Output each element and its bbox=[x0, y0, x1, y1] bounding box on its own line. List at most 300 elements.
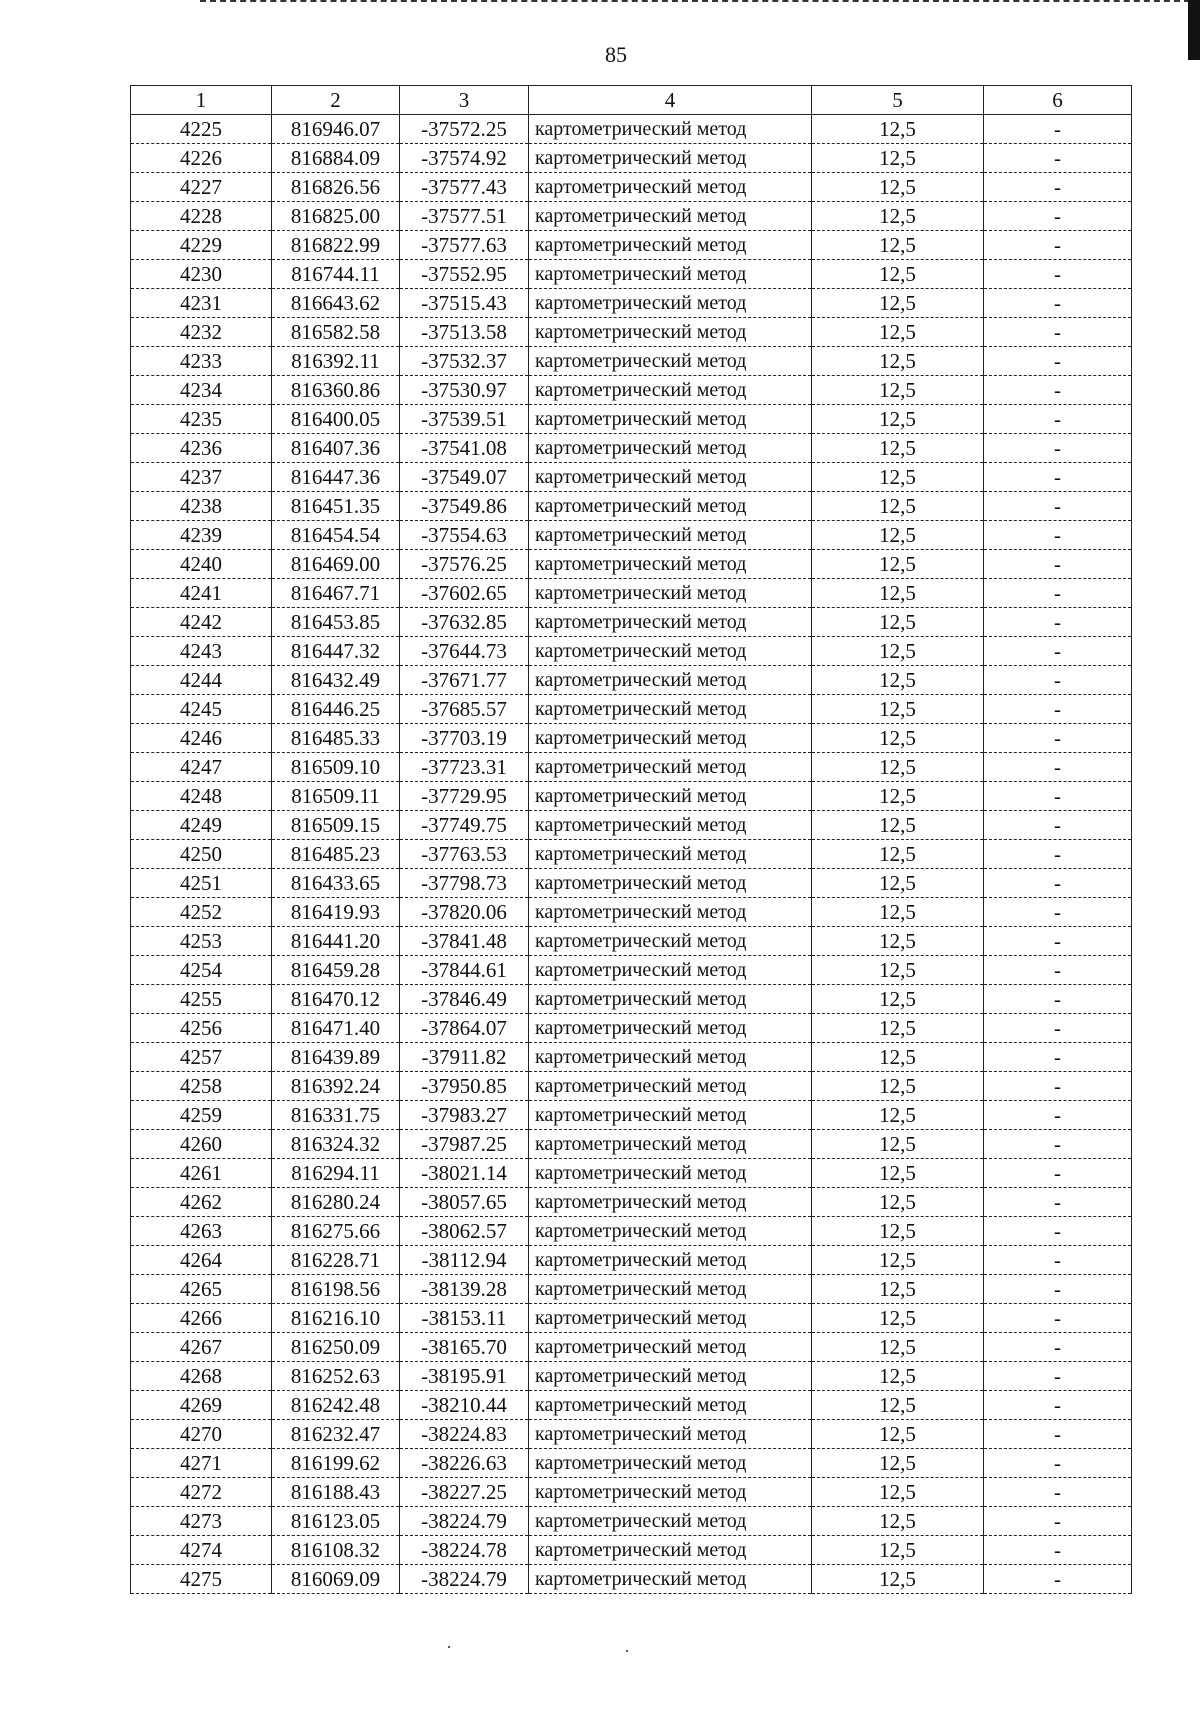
note-cell: - bbox=[984, 985, 1132, 1014]
accuracy-cell: 12,5 bbox=[812, 1043, 984, 1072]
y-coordinate-cell: -37577.51 bbox=[400, 202, 529, 231]
table-row bbox=[131, 1391, 1132, 1420]
y-coordinate-cell: -37576.25 bbox=[400, 550, 529, 579]
point-number-cell: 4240 bbox=[131, 550, 272, 579]
note-cell: - bbox=[984, 811, 1132, 840]
point-number-cell: 4248 bbox=[131, 782, 272, 811]
point-number-cell: 4262 bbox=[131, 1188, 272, 1217]
point-number-cell: 4241 bbox=[131, 579, 272, 608]
y-coordinate-cell: -38226.63 bbox=[400, 1449, 529, 1478]
x-coordinate-cell: 816275.66 bbox=[272, 1217, 400, 1246]
y-coordinate-cell: -37749.75 bbox=[400, 811, 529, 840]
method-cell: картометрический метод bbox=[529, 1304, 812, 1333]
note-cell: - bbox=[984, 260, 1132, 289]
x-coordinate-cell: 816432.49 bbox=[272, 666, 400, 695]
note-cell: - bbox=[984, 463, 1132, 492]
note-cell: - bbox=[984, 869, 1132, 898]
x-coordinate-cell: 816232.47 bbox=[272, 1420, 400, 1449]
point-number-cell: 4242 bbox=[131, 608, 272, 637]
table-row bbox=[131, 1333, 1132, 1362]
point-number-cell: 4268 bbox=[131, 1362, 272, 1391]
method-cell: картометрический метод bbox=[529, 811, 812, 840]
point-number-cell: 4260 bbox=[131, 1130, 272, 1159]
note-cell: - bbox=[984, 1188, 1132, 1217]
x-coordinate-cell: 816331.75 bbox=[272, 1101, 400, 1130]
table-row bbox=[131, 869, 1132, 898]
method-cell: картометрический метод bbox=[529, 1391, 812, 1420]
method-cell: картометрический метод bbox=[529, 202, 812, 231]
table-row bbox=[131, 782, 1132, 811]
y-coordinate-cell: -37602.65 bbox=[400, 579, 529, 608]
table-row bbox=[131, 637, 1132, 666]
x-coordinate-cell: 816188.43 bbox=[272, 1478, 400, 1507]
note-cell: - bbox=[984, 1449, 1132, 1478]
note-cell: - bbox=[984, 405, 1132, 434]
method-cell: картометрический метод bbox=[529, 1014, 812, 1043]
point-number-cell: 4270 bbox=[131, 1420, 272, 1449]
note-cell: - bbox=[984, 1159, 1132, 1188]
method-cell: картометрический метод bbox=[529, 1246, 812, 1275]
header-col-1: 1 bbox=[131, 86, 272, 115]
method-cell: картометрический метод bbox=[529, 1507, 812, 1536]
point-number-cell: 4243 bbox=[131, 637, 272, 666]
accuracy-cell: 12,5 bbox=[812, 1246, 984, 1275]
table-row bbox=[131, 695, 1132, 724]
table-row bbox=[131, 811, 1132, 840]
accuracy-cell: 12,5 bbox=[812, 1565, 984, 1594]
header-col-2: 2 bbox=[272, 86, 400, 115]
point-number-cell: 4253 bbox=[131, 927, 272, 956]
accuracy-cell: 12,5 bbox=[812, 318, 984, 347]
point-number-cell: 4272 bbox=[131, 1478, 272, 1507]
table-body bbox=[131, 115, 1132, 1594]
note-cell: - bbox=[984, 376, 1132, 405]
table-row bbox=[131, 898, 1132, 927]
y-coordinate-cell: -38057.65 bbox=[400, 1188, 529, 1217]
y-coordinate-cell: -37703.19 bbox=[400, 724, 529, 753]
accuracy-cell: 12,5 bbox=[812, 1333, 984, 1362]
y-coordinate-cell: -37554.63 bbox=[400, 521, 529, 550]
x-coordinate-cell: 816467.71 bbox=[272, 579, 400, 608]
y-coordinate-cell: -37864.07 bbox=[400, 1014, 529, 1043]
accuracy-cell: 12,5 bbox=[812, 724, 984, 753]
y-coordinate-cell: -37820.06 bbox=[400, 898, 529, 927]
x-coordinate-cell: 816324.32 bbox=[272, 1130, 400, 1159]
method-cell: картометрический метод bbox=[529, 260, 812, 289]
table-row bbox=[131, 434, 1132, 463]
point-number-cell: 4232 bbox=[131, 318, 272, 347]
accuracy-cell: 12,5 bbox=[812, 347, 984, 376]
note-cell: - bbox=[984, 115, 1132, 144]
note-cell: - bbox=[984, 1246, 1132, 1275]
note-cell: - bbox=[984, 1391, 1132, 1420]
header-col-5: 5 bbox=[812, 86, 984, 115]
table-row bbox=[131, 1507, 1132, 1536]
note-cell: - bbox=[984, 724, 1132, 753]
y-coordinate-cell: -37541.08 bbox=[400, 434, 529, 463]
accuracy-cell: 12,5 bbox=[812, 1217, 984, 1246]
point-number-cell: 4274 bbox=[131, 1536, 272, 1565]
x-coordinate-cell: 816447.32 bbox=[272, 637, 400, 666]
table-row bbox=[131, 927, 1132, 956]
accuracy-cell: 12,5 bbox=[812, 956, 984, 985]
table-row bbox=[131, 1246, 1132, 1275]
y-coordinate-cell: -37911.82 bbox=[400, 1043, 529, 1072]
method-cell: картометрический метод bbox=[529, 840, 812, 869]
accuracy-cell: 12,5 bbox=[812, 231, 984, 260]
x-coordinate-cell: 816643.62 bbox=[272, 289, 400, 318]
accuracy-cell: 12,5 bbox=[812, 1014, 984, 1043]
method-cell: картометрический метод bbox=[529, 1333, 812, 1362]
method-cell: картометрический метод bbox=[529, 608, 812, 637]
method-cell: картометрический метод bbox=[529, 753, 812, 782]
method-cell: картометрический метод bbox=[529, 231, 812, 260]
header-col-4: 4 bbox=[529, 86, 812, 115]
table-row bbox=[131, 318, 1132, 347]
point-number-cell: 4255 bbox=[131, 985, 272, 1014]
table-row bbox=[131, 840, 1132, 869]
method-cell: картометрический метод bbox=[529, 1420, 812, 1449]
accuracy-cell: 12,5 bbox=[812, 1072, 984, 1101]
table-row bbox=[131, 115, 1132, 144]
method-cell: картометрический метод bbox=[529, 1536, 812, 1565]
method-cell: картометрический метод bbox=[529, 869, 812, 898]
y-coordinate-cell: -37841.48 bbox=[400, 927, 529, 956]
accuracy-cell: 12,5 bbox=[812, 1101, 984, 1130]
method-cell: картометрический метод bbox=[529, 405, 812, 434]
y-coordinate-cell: -37532.37 bbox=[400, 347, 529, 376]
accuracy-cell: 12,5 bbox=[812, 173, 984, 202]
table-row bbox=[131, 1217, 1132, 1246]
x-coordinate-cell: 816582.58 bbox=[272, 318, 400, 347]
table-row bbox=[131, 144, 1132, 173]
point-number-cell: 4228 bbox=[131, 202, 272, 231]
table-row bbox=[131, 1188, 1132, 1217]
y-coordinate-cell: -38224.79 bbox=[400, 1565, 529, 1594]
table-row bbox=[131, 608, 1132, 637]
y-coordinate-cell: -38153.11 bbox=[400, 1304, 529, 1333]
accuracy-cell: 12,5 bbox=[812, 637, 984, 666]
note-cell: - bbox=[984, 550, 1132, 579]
y-coordinate-cell: -37632.85 bbox=[400, 608, 529, 637]
point-number-cell: 4264 bbox=[131, 1246, 272, 1275]
x-coordinate-cell: 816459.28 bbox=[272, 956, 400, 985]
y-coordinate-cell: -38195.91 bbox=[400, 1362, 529, 1391]
table-row bbox=[131, 666, 1132, 695]
point-number-cell: 4275 bbox=[131, 1565, 272, 1594]
note-cell: - bbox=[984, 144, 1132, 173]
accuracy-cell: 12,5 bbox=[812, 550, 984, 579]
method-cell: картометрический метод bbox=[529, 898, 812, 927]
y-coordinate-cell: -37644.73 bbox=[400, 637, 529, 666]
table-row bbox=[131, 492, 1132, 521]
method-cell: картометрический метод bbox=[529, 1275, 812, 1304]
x-coordinate-cell: 816453.85 bbox=[272, 608, 400, 637]
y-coordinate-cell: -37574.92 bbox=[400, 144, 529, 173]
method-cell: картометрический метод bbox=[529, 173, 812, 202]
point-number-cell: 4250 bbox=[131, 840, 272, 869]
x-coordinate-cell: 816250.09 bbox=[272, 1333, 400, 1362]
point-number-cell: 4273 bbox=[131, 1507, 272, 1536]
note-cell: - bbox=[984, 695, 1132, 724]
coordinates-table bbox=[130, 85, 1132, 1594]
method-cell: картометрический метод bbox=[529, 492, 812, 521]
x-coordinate-cell: 816441.20 bbox=[272, 927, 400, 956]
y-coordinate-cell: -38021.14 bbox=[400, 1159, 529, 1188]
accuracy-cell: 12,5 bbox=[812, 521, 984, 550]
note-cell: - bbox=[984, 1536, 1132, 1565]
y-coordinate-cell: -37577.63 bbox=[400, 231, 529, 260]
accuracy-cell: 12,5 bbox=[812, 115, 984, 144]
note-cell: - bbox=[984, 492, 1132, 521]
y-coordinate-cell: -37844.61 bbox=[400, 956, 529, 985]
accuracy-cell: 12,5 bbox=[812, 695, 984, 724]
y-coordinate-cell: -38139.28 bbox=[400, 1275, 529, 1304]
accuracy-cell: 12,5 bbox=[812, 202, 984, 231]
x-coordinate-cell: 816108.32 bbox=[272, 1536, 400, 1565]
point-number-cell: 4267 bbox=[131, 1333, 272, 1362]
method-cell: картометрический метод bbox=[529, 666, 812, 695]
table-row bbox=[131, 956, 1132, 985]
x-coordinate-cell: 816451.35 bbox=[272, 492, 400, 521]
accuracy-cell: 12,5 bbox=[812, 985, 984, 1014]
note-cell: - bbox=[984, 1275, 1132, 1304]
point-number-cell: 4251 bbox=[131, 869, 272, 898]
note-cell: - bbox=[984, 898, 1132, 927]
x-coordinate-cell: 816199.62 bbox=[272, 1449, 400, 1478]
accuracy-cell: 12,5 bbox=[812, 405, 984, 434]
x-coordinate-cell: 816228.71 bbox=[272, 1246, 400, 1275]
point-number-cell: 4245 bbox=[131, 695, 272, 724]
accuracy-cell: 12,5 bbox=[812, 666, 984, 695]
note-cell: - bbox=[984, 1420, 1132, 1449]
table-row bbox=[131, 1362, 1132, 1391]
x-coordinate-cell: 816439.89 bbox=[272, 1043, 400, 1072]
note-cell: - bbox=[984, 173, 1132, 202]
x-coordinate-cell: 816242.48 bbox=[272, 1391, 400, 1420]
accuracy-cell: 12,5 bbox=[812, 579, 984, 608]
point-number-cell: 4244 bbox=[131, 666, 272, 695]
x-coordinate-cell: 816471.40 bbox=[272, 1014, 400, 1043]
point-number-cell: 4239 bbox=[131, 521, 272, 550]
accuracy-cell: 12,5 bbox=[812, 927, 984, 956]
note-cell: - bbox=[984, 1101, 1132, 1130]
note-cell: - bbox=[984, 840, 1132, 869]
accuracy-cell: 12,5 bbox=[812, 260, 984, 289]
y-coordinate-cell: -37530.97 bbox=[400, 376, 529, 405]
note-cell: - bbox=[984, 202, 1132, 231]
x-coordinate-cell: 816485.23 bbox=[272, 840, 400, 869]
x-coordinate-cell: 816360.86 bbox=[272, 376, 400, 405]
scan-speck bbox=[626, 1650, 628, 1652]
note-cell: - bbox=[984, 521, 1132, 550]
point-number-cell: 4233 bbox=[131, 347, 272, 376]
method-cell: картометрический метод bbox=[529, 521, 812, 550]
x-coordinate-cell: 816392.11 bbox=[272, 347, 400, 376]
method-cell: картометрический метод bbox=[529, 579, 812, 608]
y-coordinate-cell: -38224.79 bbox=[400, 1507, 529, 1536]
y-coordinate-cell: -37950.85 bbox=[400, 1072, 529, 1101]
point-number-cell: 4252 bbox=[131, 898, 272, 927]
x-coordinate-cell: 816884.09 bbox=[272, 144, 400, 173]
x-coordinate-cell: 816447.36 bbox=[272, 463, 400, 492]
y-coordinate-cell: -37987.25 bbox=[400, 1130, 529, 1159]
note-cell: - bbox=[984, 1565, 1132, 1594]
y-coordinate-cell: -37539.51 bbox=[400, 405, 529, 434]
accuracy-cell: 12,5 bbox=[812, 1188, 984, 1217]
point-number-cell: 4271 bbox=[131, 1449, 272, 1478]
table-row bbox=[131, 1043, 1132, 1072]
table-row bbox=[131, 376, 1132, 405]
note-cell: - bbox=[984, 782, 1132, 811]
accuracy-cell: 12,5 bbox=[812, 608, 984, 637]
x-coordinate-cell: 816446.25 bbox=[272, 695, 400, 724]
point-number-cell: 4235 bbox=[131, 405, 272, 434]
point-number-cell: 4269 bbox=[131, 1391, 272, 1420]
y-coordinate-cell: -38227.25 bbox=[400, 1478, 529, 1507]
method-cell: картометрический метод bbox=[529, 782, 812, 811]
note-cell: - bbox=[984, 1072, 1132, 1101]
note-cell: - bbox=[984, 608, 1132, 637]
point-number-cell: 4254 bbox=[131, 956, 272, 985]
y-coordinate-cell: -38224.83 bbox=[400, 1420, 529, 1449]
accuracy-cell: 12,5 bbox=[812, 869, 984, 898]
y-coordinate-cell: -37846.49 bbox=[400, 985, 529, 1014]
method-cell: картометрический метод bbox=[529, 1478, 812, 1507]
method-cell: картометрический метод bbox=[529, 695, 812, 724]
method-cell: картометрический метод bbox=[529, 463, 812, 492]
accuracy-cell: 12,5 bbox=[812, 1420, 984, 1449]
accuracy-cell: 12,5 bbox=[812, 840, 984, 869]
accuracy-cell: 12,5 bbox=[812, 434, 984, 463]
x-coordinate-cell: 816826.56 bbox=[272, 173, 400, 202]
table-row bbox=[131, 405, 1132, 434]
method-cell: картометрический метод bbox=[529, 1043, 812, 1072]
x-coordinate-cell: 816280.24 bbox=[272, 1188, 400, 1217]
table-row bbox=[131, 753, 1132, 782]
point-number-cell: 4230 bbox=[131, 260, 272, 289]
table-row bbox=[131, 724, 1132, 753]
point-number-cell: 4257 bbox=[131, 1043, 272, 1072]
table-row bbox=[131, 1159, 1132, 1188]
note-cell: - bbox=[984, 1304, 1132, 1333]
note-cell: - bbox=[984, 434, 1132, 463]
accuracy-cell: 12,5 bbox=[812, 898, 984, 927]
note-cell: - bbox=[984, 753, 1132, 782]
method-cell: картометрический метод bbox=[529, 434, 812, 463]
x-coordinate-cell: 816509.15 bbox=[272, 811, 400, 840]
note-cell: - bbox=[984, 1478, 1132, 1507]
method-cell: картометрический метод bbox=[529, 347, 812, 376]
point-number-cell: 4229 bbox=[131, 231, 272, 260]
point-number-cell: 4258 bbox=[131, 1072, 272, 1101]
table-row bbox=[131, 1449, 1132, 1478]
point-number-cell: 4259 bbox=[131, 1101, 272, 1130]
y-coordinate-cell: -37513.58 bbox=[400, 318, 529, 347]
x-coordinate-cell: 816216.10 bbox=[272, 1304, 400, 1333]
y-coordinate-cell: -37549.86 bbox=[400, 492, 529, 521]
note-cell: - bbox=[984, 1362, 1132, 1391]
y-coordinate-cell: -37572.25 bbox=[400, 115, 529, 144]
table-row bbox=[131, 1536, 1132, 1565]
accuracy-cell: 12,5 bbox=[812, 782, 984, 811]
point-number-cell: 4231 bbox=[131, 289, 272, 318]
x-coordinate-cell: 816946.07 bbox=[272, 115, 400, 144]
method-cell: картометрический метод bbox=[529, 1217, 812, 1246]
y-coordinate-cell: -38112.94 bbox=[400, 1246, 529, 1275]
note-cell: - bbox=[984, 318, 1132, 347]
note-cell: - bbox=[984, 1217, 1132, 1246]
x-coordinate-cell: 816123.05 bbox=[272, 1507, 400, 1536]
x-coordinate-cell: 816470.12 bbox=[272, 985, 400, 1014]
point-number-cell: 4261 bbox=[131, 1159, 272, 1188]
method-cell: картометрический метод bbox=[529, 1188, 812, 1217]
y-coordinate-cell: -38062.57 bbox=[400, 1217, 529, 1246]
method-cell: картометрический метод bbox=[529, 144, 812, 173]
accuracy-cell: 12,5 bbox=[812, 1391, 984, 1420]
accuracy-cell: 12,5 bbox=[812, 1536, 984, 1565]
accuracy-cell: 12,5 bbox=[812, 1275, 984, 1304]
note-cell: - bbox=[984, 579, 1132, 608]
x-coordinate-cell: 816407.36 bbox=[272, 434, 400, 463]
x-coordinate-cell: 816069.09 bbox=[272, 1565, 400, 1594]
accuracy-cell: 12,5 bbox=[812, 753, 984, 782]
method-cell: картометрический метод bbox=[529, 1159, 812, 1188]
note-cell: - bbox=[984, 231, 1132, 260]
y-coordinate-cell: -37798.73 bbox=[400, 869, 529, 898]
method-cell: картометрический метод bbox=[529, 927, 812, 956]
x-coordinate-cell: 816509.11 bbox=[272, 782, 400, 811]
accuracy-cell: 12,5 bbox=[812, 144, 984, 173]
x-coordinate-cell: 816744.11 bbox=[272, 260, 400, 289]
y-coordinate-cell: -37549.07 bbox=[400, 463, 529, 492]
accuracy-cell: 12,5 bbox=[812, 376, 984, 405]
y-coordinate-cell: -38224.78 bbox=[400, 1536, 529, 1565]
point-number-cell: 4225 bbox=[131, 115, 272, 144]
y-coordinate-cell: -37577.43 bbox=[400, 173, 529, 202]
table-header-row bbox=[131, 86, 1132, 115]
point-number-cell: 4238 bbox=[131, 492, 272, 521]
point-number-cell: 4237 bbox=[131, 463, 272, 492]
table-row bbox=[131, 202, 1132, 231]
table-row bbox=[131, 521, 1132, 550]
y-coordinate-cell: -38210.44 bbox=[400, 1391, 529, 1420]
accuracy-cell: 12,5 bbox=[812, 1130, 984, 1159]
table-row bbox=[131, 1275, 1132, 1304]
method-cell: картометрический метод bbox=[529, 1449, 812, 1478]
accuracy-cell: 12,5 bbox=[812, 463, 984, 492]
table-row bbox=[131, 1304, 1132, 1333]
method-cell: картометрический метод bbox=[529, 318, 812, 347]
header-col-6: 6 bbox=[984, 86, 1132, 115]
table-row bbox=[131, 463, 1132, 492]
method-cell: картометрический метод bbox=[529, 550, 812, 579]
x-coordinate-cell: 816469.00 bbox=[272, 550, 400, 579]
note-cell: - bbox=[984, 637, 1132, 666]
method-cell: картометрический метод bbox=[529, 376, 812, 405]
accuracy-cell: 12,5 bbox=[812, 1304, 984, 1333]
x-coordinate-cell: 816485.33 bbox=[272, 724, 400, 753]
table-row bbox=[131, 1420, 1132, 1449]
method-cell: картометрический метод bbox=[529, 985, 812, 1014]
y-coordinate-cell: -37552.95 bbox=[400, 260, 529, 289]
point-number-cell: 4227 bbox=[131, 173, 272, 202]
point-number-cell: 4246 bbox=[131, 724, 272, 753]
x-coordinate-cell: 816400.05 bbox=[272, 405, 400, 434]
note-cell: - bbox=[984, 927, 1132, 956]
x-coordinate-cell: 816454.54 bbox=[272, 521, 400, 550]
table-row bbox=[131, 1478, 1132, 1507]
